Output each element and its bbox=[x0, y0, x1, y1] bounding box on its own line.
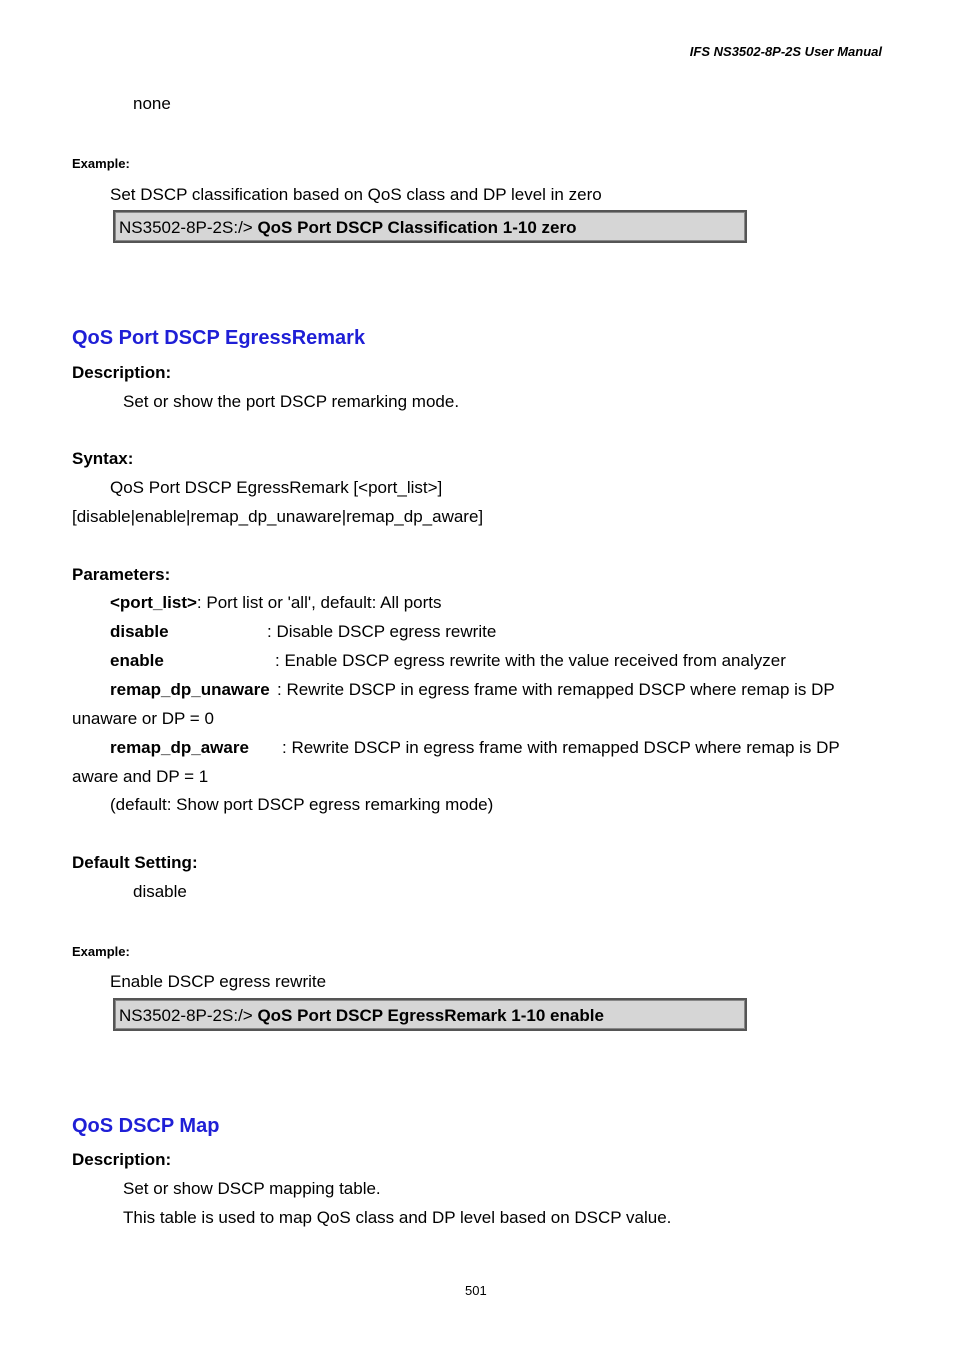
description-line-2: This table is used to map QoS class and DP level based on DSCP value. bbox=[123, 1208, 672, 1227]
example-label: Example: bbox=[72, 944, 130, 959]
example-label: Example: bbox=[72, 156, 130, 171]
param-enable-name: enable bbox=[110, 651, 164, 670]
page-number: 501 bbox=[465, 1283, 487, 1298]
default-setting-value: disable bbox=[133, 882, 187, 901]
command-box bbox=[113, 210, 747, 243]
param-default-note: (default: Show port DSCP egress remarking mode) bbox=[110, 795, 494, 814]
command-text: QoS Port DSCP Classification 1-10 zero bbox=[257, 218, 577, 237]
param-aware-cont: aware and DP = 1 bbox=[72, 767, 209, 786]
description-label: Description: bbox=[72, 363, 172, 382]
syntax-label: Syntax: bbox=[72, 449, 134, 468]
syntax-line-2: [disable|enable|remap_dp_unaware|remap_dp_aware] bbox=[72, 507, 484, 526]
param-disable-name: disable bbox=[110, 622, 169, 641]
param-enable-desc: : Enable DSCP egress rewrite with the value received from analyzer bbox=[275, 651, 786, 670]
param-aware-desc: : Rewrite DSCP in egress frame with remapped DSCP where remap is DP bbox=[282, 738, 840, 757]
param-name: <port_list> bbox=[110, 593, 197, 612]
command-text: QoS Port DSCP EgressRemark 1-10 enable bbox=[257, 1006, 604, 1025]
param-port-list bbox=[110, 593, 442, 613]
param-unaware-desc: : Rewrite DSCP in egress frame with remapped DSCP where remap is DP bbox=[277, 680, 835, 699]
manual-header: IFS NS3502-8P-2S User Manual bbox=[689, 44, 882, 59]
description-text: Set or show the port DSCP remarking mode. bbox=[123, 392, 460, 411]
param-unaware-name: remap_dp_unaware bbox=[110, 680, 270, 699]
param-desc: : Port list or 'all', default: All ports bbox=[196, 593, 442, 612]
command-box bbox=[113, 998, 747, 1031]
param-disable-desc: : Disable DSCP egress rewrite bbox=[267, 622, 497, 641]
command-prompt: NS3502-8P-2S:/> bbox=[119, 1006, 253, 1025]
default-value-text: none bbox=[133, 94, 171, 113]
parameters-label: Parameters: bbox=[72, 565, 171, 584]
description-label: Description: bbox=[72, 1150, 172, 1169]
section-title-egress-remark: QoS Port DSCP EgressRemark bbox=[72, 327, 366, 349]
syntax-line-1: QoS Port DSCP EgressRemark [<port_list>] bbox=[110, 478, 443, 497]
example-description: Set DSCP classification based on QoS class and DP level in zero bbox=[110, 185, 602, 204]
param-unaware-cont: unaware or DP = 0 bbox=[72, 709, 214, 728]
description-line-1: Set or show DSCP mapping table. bbox=[123, 1179, 381, 1198]
default-setting-label: Default Setting: bbox=[72, 853, 198, 872]
command-prompt: NS3502-8P-2S:/> bbox=[119, 218, 253, 237]
section-title-dscp-map: QoS DSCP Map bbox=[72, 1115, 220, 1137]
example-description: Enable DSCP egress rewrite bbox=[110, 972, 327, 991]
param-aware-name: remap_dp_aware bbox=[110, 738, 249, 757]
